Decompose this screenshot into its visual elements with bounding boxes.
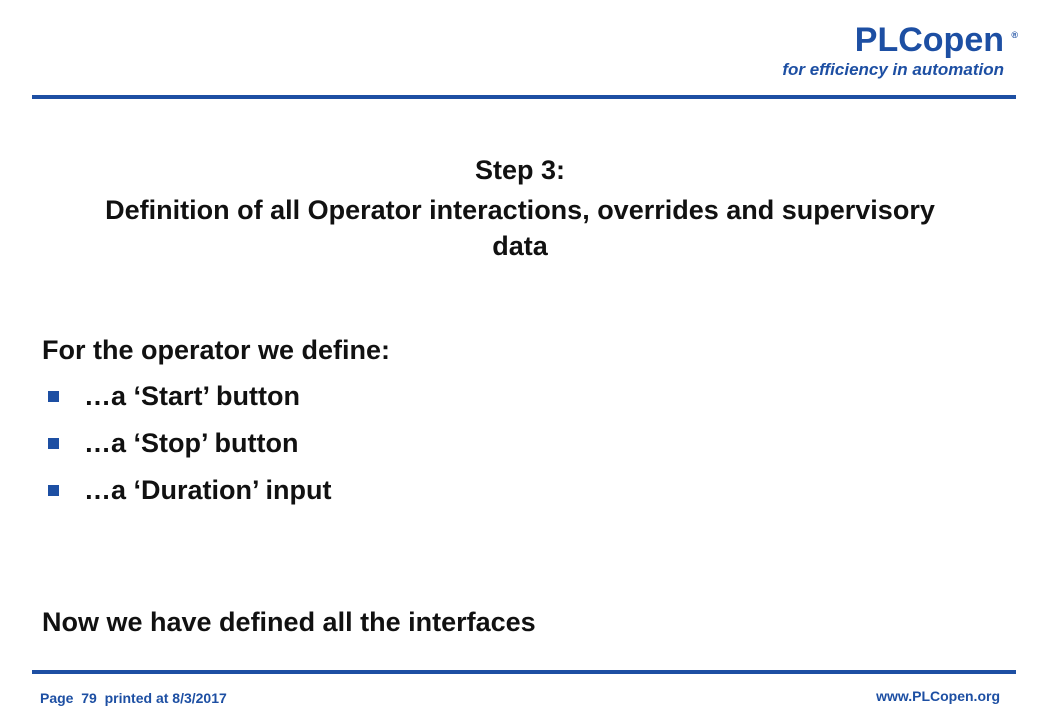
step-title: Step 3: [474,155,566,185]
square-bullet-icon [48,438,59,449]
registered-mark: ® [1011,30,1018,40]
bullet-text: …a ‘Start’ button [84,381,300,411]
printed-date: 8/3/2017 [172,690,227,706]
printed-label: printed at [104,690,169,706]
list-item [42,425,998,461]
page-label: Page [40,690,74,706]
intro-text: For the operator we define: [42,335,391,365]
bullet-text: …a ‘Duration’ input [84,475,332,505]
square-bullet-icon [48,391,59,402]
page-info [40,690,227,706]
brand-logo [782,21,1018,80]
bullet-list [42,378,998,508]
website-link[interactable]: www.PLCopen.org [876,688,1000,704]
brand-tagline: for efficiency in automation [782,60,1004,79]
square-bullet-icon [48,485,59,496]
bullet-text: …a ‘Stop’ button [84,428,299,458]
list-item [42,378,998,414]
header-divider [32,95,1016,99]
conclusion-text: Now we have defined all the interfaces [42,607,536,637]
brand-name: PLCopen [854,21,1004,59]
page-number: 79 [81,690,97,706]
list-item [42,472,998,508]
step-description: Definition of all Operator interactions, overrides and supervisory data [105,195,935,261]
slide-content [42,150,998,519]
footer-divider [32,670,1016,674]
